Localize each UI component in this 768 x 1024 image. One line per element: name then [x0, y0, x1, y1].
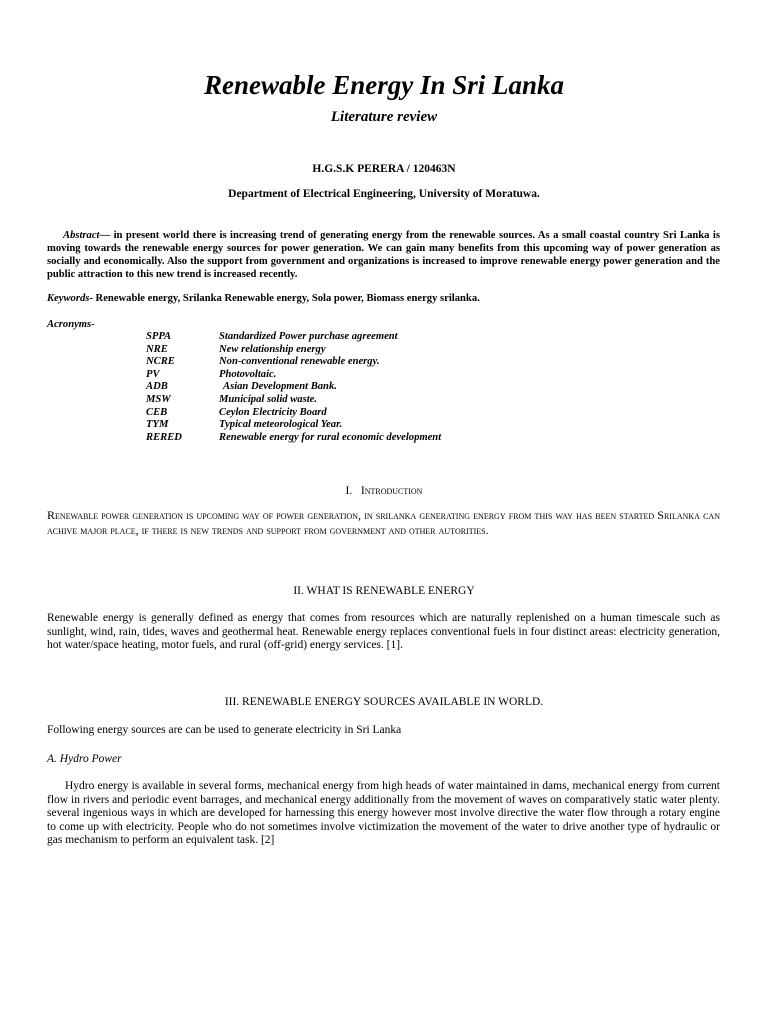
subsection-heading-hydro: A. Hydro Power: [47, 753, 122, 765]
introduction-paragraph: Renewable power generation is upcoming way of power generation, in srilanka generating energy from this way has been started Srilanka can achive major place, if there is new trends and support from government and other autorities.: [47, 508, 720, 537]
acronym-definition: New relationship energy: [219, 343, 326, 355]
section-heading-sources: III. RENEWABLE ENERGY SOURCES AVAILABLE IN WORLD.: [224, 696, 544, 708]
acronym-row: [146, 331, 441, 344]
acronym-row: [146, 419, 441, 432]
acronym-abbr: CEB: [146, 406, 168, 418]
acronym-abbr: RERED: [146, 431, 182, 443]
acronym-abbr: TYM: [146, 419, 169, 431]
acronym-definition: Non-conventional renewable energy.: [219, 356, 380, 368]
paper-title: Renewable Energy In Sri Lanka: [203, 70, 565, 100]
section-title: Introduction: [360, 485, 423, 497]
acronym-definition: Standardized Power purchase agreement: [219, 331, 398, 342]
acronym-definition: Photovoltaic.: [219, 368, 277, 380]
acronym-definition: Ceylon Electricity Board: [219, 406, 327, 418]
paper-subtitle: Literature review: [330, 109, 438, 125]
acronym-abbr: SPPA: [146, 331, 172, 342]
acronym-row: [146, 369, 441, 382]
abstract-paragraph: [47, 229, 720, 281]
abstract-text: in present world there is increasing trend of generating energy from the renewable sources. As a small coastal country Sri Lanka is moving towards the renewable energy sources for power generation. We can gain many benefits from this upcoming way of power generation as socially and economically. Also the support from government and organizations is increased to improve renewable energy power generation and the public attraction to this new trend is increased recently.: [47, 230, 720, 280]
section-heading-what-is-renewable: II. WHAT IS RENEWABLE ENERGY: [293, 585, 475, 597]
acronym-row: [146, 381, 441, 394]
section-heading-introduction: [0, 484, 768, 499]
keywords-text: - Renewable energy, Srilanka Renewable energy, Sola power, Biomass energy srilanka.: [89, 293, 480, 304]
acronym-row: [146, 344, 441, 357]
acronym-definition: Renewable energy for rural economic development: [219, 431, 442, 443]
hydro-paragraph: Hydro energy is available in several forms, mechanical energy from high heads of water maintained in dams, mechanical energy from current flow in rivers and periodic event barrages, and mechanical energy additionally from the movement of waves on comparatively static water plenty. several ingenious ways in which are developed for harnessing this energy however most involve directive the water flow through a rotary engine to come up with electricity. People who do not sometimes involve victimization the movement of the water to drive another type of hydraulic or gas mechanism to perform an equivalent task. [2]: [47, 780, 720, 847]
acronym-abbr: NCRE: [146, 356, 175, 368]
abstract-dash: —: [99, 230, 114, 241]
acronym-definition: Typical meteorological Year.: [219, 419, 343, 431]
sources-paragraph: Following energy sources are can be used to generate electricity in Sri Lanka: [47, 724, 402, 736]
acronym-row: [146, 356, 441, 369]
what-is-renewable-paragraph: Renewable energy is generally defined as energy that comes from resources which are naturally replenished on a human timescale such as sunlight, wind, rain, tides, waves and geothermal heat. Renewable energy replaces conventional fuels in four distinct areas: electricity generation, hot water/space heating, motor fuels, and rural (off-grid) energy services. [1].: [47, 612, 720, 652]
section-number: I.: [345, 485, 353, 497]
acronym-row: [146, 394, 441, 407]
acronym-abbr: MSW: [146, 393, 171, 405]
acronym-abbr: ADB: [146, 381, 168, 393]
acronym-row: [146, 407, 441, 420]
acronym-row: [146, 432, 441, 445]
acronym-definition: Municipal solid waste.: [219, 393, 318, 405]
acronym-abbr: PV: [146, 368, 160, 380]
affiliation-line: Department of Electrical Engineering, University of Moratuwa.: [228, 188, 540, 200]
acronyms-table: [146, 331, 441, 444]
acronym-definition: Asian Development Bank.: [223, 381, 337, 393]
keywords-lead: Keywords: [47, 293, 90, 304]
acronym-abbr: NRE: [146, 343, 168, 355]
keywords-paragraph: [47, 292, 720, 306]
author-line: H.G.S.K PERERA / 120463N: [312, 163, 456, 175]
acronyms-label: Acronyms-: [47, 319, 95, 330]
abstract-lead: Abstract: [63, 230, 100, 241]
